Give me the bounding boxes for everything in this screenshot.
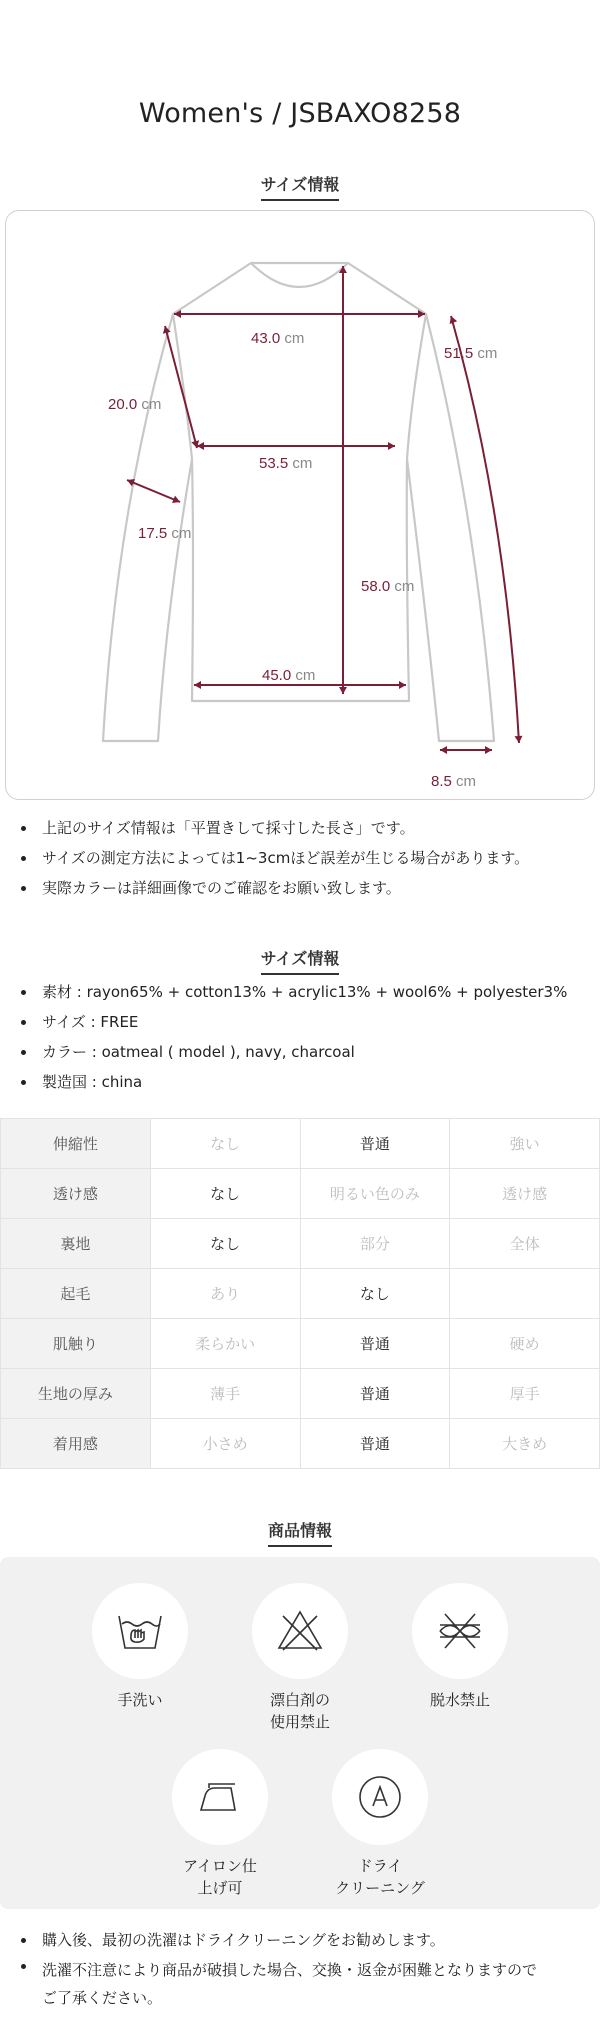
arrowhead — [485, 746, 492, 754]
product-info-heading: 商品情報 — [0, 1518, 600, 1547]
attribute-name: 着用感 — [1, 1419, 151, 1469]
arrowhead — [388, 442, 395, 450]
care-label: アイロン仕 上げ可 — [183, 1857, 257, 1897]
iron-icon — [172, 1749, 268, 1845]
arrowhead — [194, 681, 201, 689]
arrowhead — [163, 326, 171, 334]
attribute-option: 明るい色のみ — [300, 1169, 450, 1219]
attribute-option: 全体 — [450, 1219, 600, 1269]
arrowhead — [339, 687, 347, 694]
fabric-attributes-table — [0, 1118, 600, 1469]
arrowhead — [399, 681, 406, 689]
attribute-row — [1, 1419, 600, 1469]
care-notes — [0, 1930, 600, 2022]
origin-item: 製造国 : china — [0, 1072, 600, 1092]
attribute-option-selected: 普通 — [300, 1369, 450, 1419]
size-diagram — [5, 210, 595, 800]
armhole-label: 20.0 cm — [108, 396, 162, 413]
sleeve-width-label: 17.5 cm — [138, 525, 192, 542]
size-note: 上記のサイズ情報は「平置きして採寸した長さ」です。 — [0, 818, 600, 838]
hem-label: 45.0 cm — [262, 667, 316, 684]
attribute-row — [1, 1269, 600, 1319]
attribute-option-selected: 普通 — [300, 1119, 450, 1169]
attribute-option: 部分 — [300, 1219, 450, 1269]
care-iron — [145, 1749, 295, 1899]
sleeve-label: 51.5 cm — [444, 345, 498, 362]
cuff-label: 8.5 cm — [431, 773, 477, 790]
attribute-option: なし — [150, 1119, 300, 1169]
no-spin-icon — [412, 1583, 508, 1679]
sleeve-width-line — [127, 480, 180, 502]
armhole-line — [165, 326, 197, 448]
attribute-name: 肌触り — [1, 1319, 151, 1369]
page-title: Women's / JSBAXO8258 — [138, 98, 462, 129]
attribute-option: 透け感 — [450, 1169, 600, 1219]
attribute-name: 伸縮性 — [1, 1119, 151, 1169]
measure-layer — [6, 211, 596, 801]
color-item: カラー : oatmeal ( model ), navy, charcoal — [0, 1042, 600, 1062]
attribute-option: 大きめ — [450, 1419, 600, 1469]
material-info-list — [0, 982, 600, 1102]
arrowhead — [418, 310, 425, 318]
arrowhead — [174, 310, 181, 318]
attribute-option: 柔らかい — [150, 1319, 300, 1369]
chest-label: 53.5 cm — [259, 455, 313, 472]
care-no-spin — [385, 1583, 535, 1711]
care-instructions-panel — [0, 1557, 600, 1909]
attribute-row — [1, 1319, 600, 1369]
attribute-option-selected: 普通 — [300, 1419, 450, 1469]
size-notes — [0, 818, 600, 908]
attribute-row — [1, 1169, 600, 1219]
no-bleach-icon — [252, 1583, 348, 1679]
dry-clean-icon — [332, 1749, 428, 1845]
care-hand-wash — [65, 1583, 215, 1711]
attribute-option: 強い — [450, 1119, 600, 1169]
size-item: サイズ : FREE — [0, 1012, 600, 1032]
attribute-name: 透け感 — [1, 1169, 151, 1219]
care-label: ドライ クリーニング — [335, 1857, 425, 1897]
attribute-option-selected: なし — [150, 1219, 300, 1269]
attribute-option-selected: なし — [300, 1269, 450, 1319]
care-note: 購入後、最初の洗濯はドライクリーニングをお勧めします。 — [0, 1930, 600, 1950]
care-label: 脱水禁止 — [429, 1691, 490, 1709]
attribute-option-selected: 普通 — [300, 1319, 450, 1369]
attribute-option — [450, 1269, 600, 1319]
attribute-name: 裏地 — [1, 1219, 151, 1269]
care-label: 漂白剤の 使用禁止 — [269, 1691, 330, 1731]
length-label: 58.0 cm — [361, 578, 415, 595]
material-info-heading: サイズ情報 — [0, 946, 600, 975]
shoulder-label: 43.0 cm — [251, 330, 305, 347]
size-note: 実際カラーは詳細画像でのご確認をお願い致します。 — [0, 878, 600, 898]
attribute-option: 厚手 — [450, 1369, 600, 1419]
material-item: 素材 : rayon65% + cotton13% + acrylic13% + wool6% + polyester3% — [0, 982, 600, 1002]
care-dry-clean — [305, 1749, 455, 1899]
care-label: 手洗い — [117, 1691, 163, 1709]
attribute-row — [1, 1119, 600, 1169]
attribute-option-selected: なし — [150, 1169, 300, 1219]
arrowhead — [515, 736, 523, 743]
care-no-bleach — [225, 1583, 375, 1733]
sleeve-length-line — [451, 316, 519, 743]
attribute-option: 薄手 — [150, 1369, 300, 1419]
size-info-heading: サイズ情報 — [0, 172, 600, 201]
attribute-row — [1, 1219, 600, 1269]
care-note: 洗濯不注意により商品が破損した場合、交換・返金が困難となりますので ご了承ください。 — [0, 1956, 600, 2012]
attribute-option: あり — [150, 1269, 300, 1319]
hand-wash-icon — [92, 1583, 188, 1679]
attribute-name: 生地の厚み — [1, 1369, 151, 1419]
attribute-option: 小さめ — [150, 1419, 300, 1469]
attribute-name: 起毛 — [1, 1269, 151, 1319]
attribute-option: 硬め — [450, 1319, 600, 1369]
attribute-row — [1, 1369, 600, 1419]
arrowhead — [440, 746, 447, 754]
size-note: サイズの測定方法によっては1~3cmほど誤差が生じる場合があります。 — [0, 848, 600, 868]
arrowhead — [339, 266, 347, 273]
